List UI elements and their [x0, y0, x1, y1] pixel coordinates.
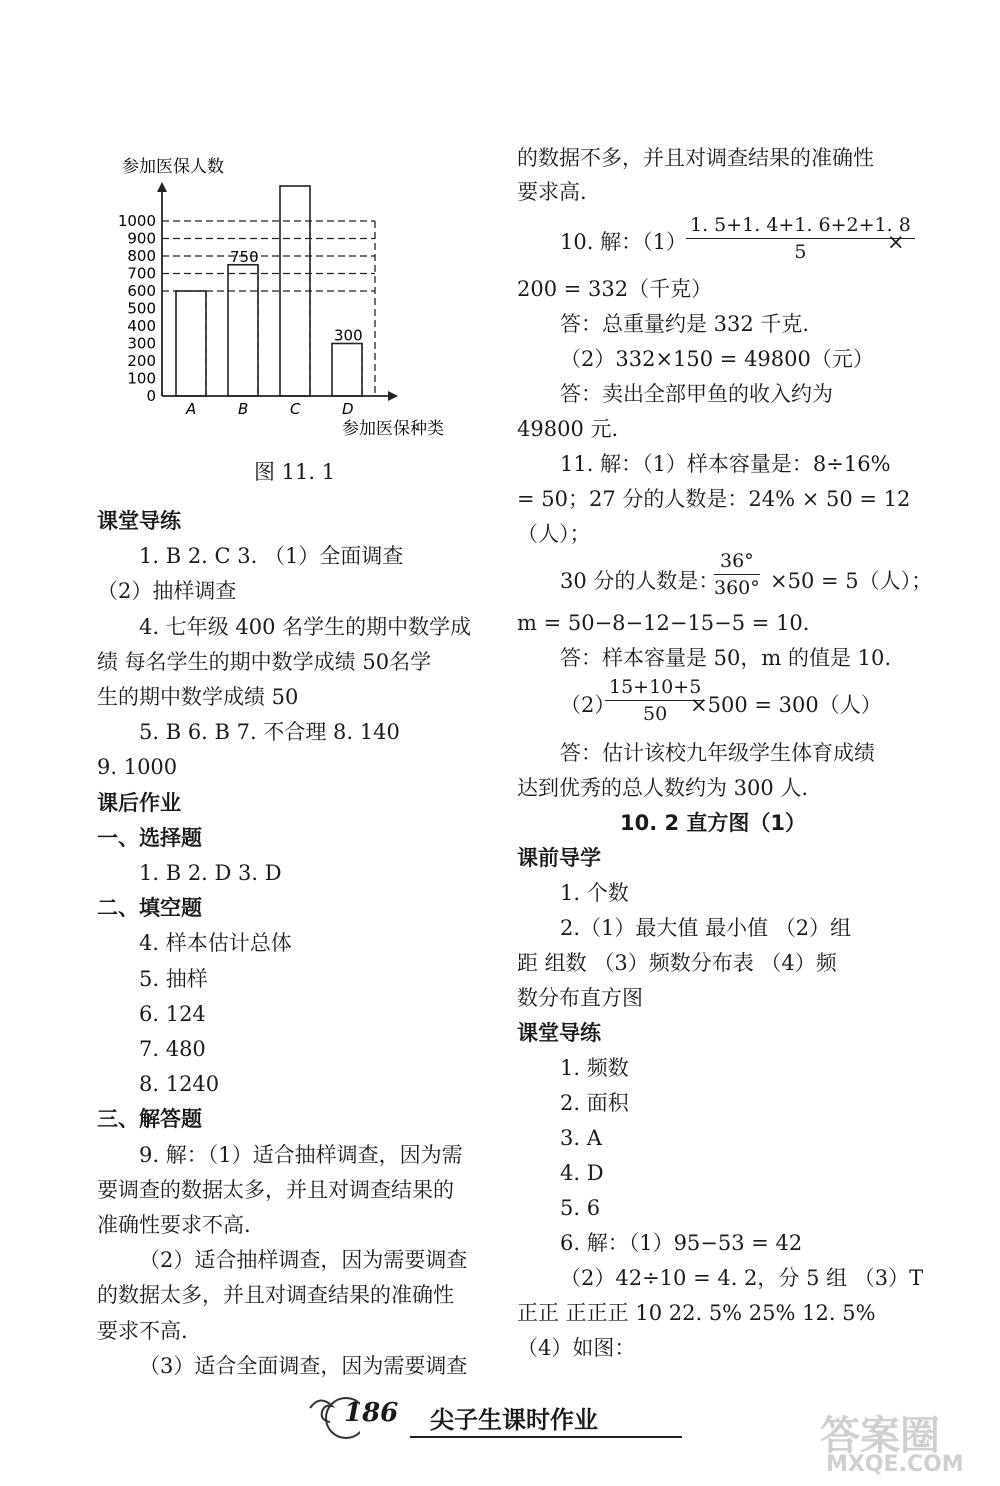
text-line: 8. 1240: [139, 1072, 220, 1096]
fraction-numerator: 36°: [714, 550, 760, 575]
bar: [176, 291, 206, 396]
text-line: ×: [887, 230, 905, 254]
text-line: 4. 样本估计总体: [139, 931, 292, 955]
text-line: 200 = 332（千克）: [517, 277, 713, 301]
text-line: 的数据太多，并且对调查结果的准确性: [97, 1283, 454, 1307]
text-line: 答：样本容量是 50，m 的值是 10.: [560, 646, 892, 670]
section-heading: 10. 2 直方图（1）: [620, 811, 807, 835]
x-tick-label: C: [290, 400, 301, 418]
fraction-denominator: 50: [643, 703, 668, 725]
y-axis-arrow-icon: [157, 182, 167, 192]
y-tick-label: 600: [127, 282, 156, 300]
y-tick-label: 700: [127, 264, 156, 283]
text-line: 绩 每名学生的期中数学成绩 50名学: [97, 650, 432, 674]
text-line: （2）: [560, 693, 616, 717]
text-line: 达到优秀的总人数约为 300 人.: [517, 776, 809, 800]
data-label: 750: [230, 247, 259, 266]
text-line: 2. 面积: [560, 1091, 629, 1115]
text-line: 4. D: [560, 1161, 604, 1185]
x-tick-label: A: [186, 400, 197, 418]
text-line: 要调查的数据太多，并且对调查结果的: [97, 1178, 454, 1202]
fraction-denominator: 5: [794, 241, 807, 263]
text-line: 1. B 2. D 3. D: [139, 861, 282, 885]
text-line: 1. 个数: [560, 881, 629, 905]
text-line: 9. 1000: [97, 755, 178, 779]
text-line: ×50 = 5（人）；: [770, 569, 933, 593]
text-line: 答：估计该校九年级学生体育成绩: [560, 741, 875, 765]
bar: [332, 344, 362, 397]
fraction: [686, 214, 915, 263]
footer-divider: [410, 1436, 682, 1438]
text-line: 49800 元.: [517, 417, 619, 441]
watermark-url: MXQE.COM: [826, 1452, 964, 1477]
chart-caption: 图 11. 1: [254, 460, 336, 484]
text-line: 1. B 2. C 3. （1）全面调查: [139, 544, 404, 568]
text-line: 的数据不多，并且对调查结果的准确性: [517, 146, 874, 170]
text-line: 3. A: [560, 1126, 602, 1150]
text-line: 4. 七年级 400 名学生的期中数学成: [139, 615, 472, 639]
subheading: 三、解答题: [97, 1107, 202, 1131]
y-tick-label: 1000: [117, 212, 156, 230]
text-line: 距 组数 （3）频数分布表 （4）频: [517, 951, 837, 975]
text-line: m = 50−8−12−15−5 = 10.: [517, 611, 810, 635]
y-tick-label: 200: [127, 352, 156, 370]
subheading: 二、填空题: [97, 896, 202, 920]
text-line: 2.（1）最大值 最小值 （2）组: [560, 916, 852, 940]
text-line: 准确性要求不高.: [97, 1213, 251, 1237]
text-line: （2）42÷10 = 4. 2，分 5 组 （3）T: [560, 1266, 924, 1290]
fraction: [714, 550, 760, 599]
y-axis-label: 参加医保人数: [122, 157, 224, 177]
text-line: 5. 6: [560, 1196, 601, 1220]
y-tick-label: 300: [127, 334, 156, 353]
data-label: 300: [334, 326, 363, 345]
subheading: 课堂导练: [97, 509, 181, 533]
text-line: 6. 解：（1）95−53 = 42: [560, 1231, 803, 1255]
text-line: （4）如图：: [517, 1336, 636, 1360]
text-line: 正正 正正正 10 22. 5% 25% 12. 5%: [517, 1301, 876, 1325]
text-line: 生的期中数学成绩 50: [97, 685, 299, 709]
fraction-numerator: 15+10+5: [605, 676, 705, 701]
x-axis-arrow-icon: [388, 391, 398, 401]
subheading: 课后作业: [97, 791, 181, 815]
text-line: 6. 124: [139, 1002, 206, 1026]
text-line: （2）332×150 = 49800（元）: [560, 347, 874, 371]
text-line: ×500 = 300（人）: [690, 693, 882, 717]
text-line: 要求高.: [517, 180, 587, 204]
x-tick-label: D: [342, 400, 354, 418]
x-tick-label: B: [238, 400, 249, 418]
text-line: （2）抽样调查: [97, 579, 237, 603]
subheading: 课堂导练: [517, 1021, 601, 1045]
text-line: 7. 480: [139, 1037, 206, 1061]
text-line: （2）适合抽样调查，因为需要调查: [139, 1248, 468, 1272]
y-tick-label: 0: [146, 387, 156, 405]
book-title: 尖子生课时作业: [430, 1406, 598, 1434]
text-line: 数分布直方图: [517, 986, 643, 1010]
text-line: 5. B 6. B 7. 不合理 8. 140: [139, 720, 400, 744]
y-tick-label: 900: [127, 229, 156, 248]
bar: [228, 265, 258, 396]
text-line: （3）适合全面调查，因为需要调查: [139, 1354, 468, 1378]
y-tick-label: 500: [127, 299, 156, 318]
y-tick-label: 800: [127, 247, 156, 265]
fraction-denominator: 360°: [714, 577, 760, 599]
fraction-numerator: 1. 5+1. 4+1. 6+2+1. 8: [686, 214, 915, 239]
text-line: 10. 解：（1）: [560, 230, 687, 254]
text-line: 9. 解：（1）适合抽样调查，因为需: [139, 1143, 463, 1167]
text-line: （人）；: [517, 522, 591, 546]
text-line: 30 分的人数是：: [560, 569, 720, 593]
text-line: 1. 频数: [560, 1056, 629, 1080]
text-line: 5. 抽样: [139, 967, 208, 991]
x-axis-label: 参加医保种类: [342, 419, 444, 439]
watermark-logo: 答案圈: [820, 1413, 940, 1459]
y-tick-label: 400: [127, 317, 156, 335]
text-line: = 50；27 分的人数是：24% × 50 = 12: [517, 487, 911, 511]
text-line: 要求不高.: [97, 1319, 188, 1343]
text-line: 11. 解：（1）样本容量是：8÷16%: [560, 452, 891, 476]
text-line: 答：总重量约是 332 千克.: [560, 312, 810, 336]
subheading: 课前导学: [517, 846, 601, 870]
y-tick-label: 100: [127, 369, 156, 388]
page-number: 186: [344, 1398, 399, 1428]
subheading: 一、选择题: [97, 826, 202, 850]
text-line: 答：卖出全部甲鱼的收入约为: [560, 382, 833, 406]
